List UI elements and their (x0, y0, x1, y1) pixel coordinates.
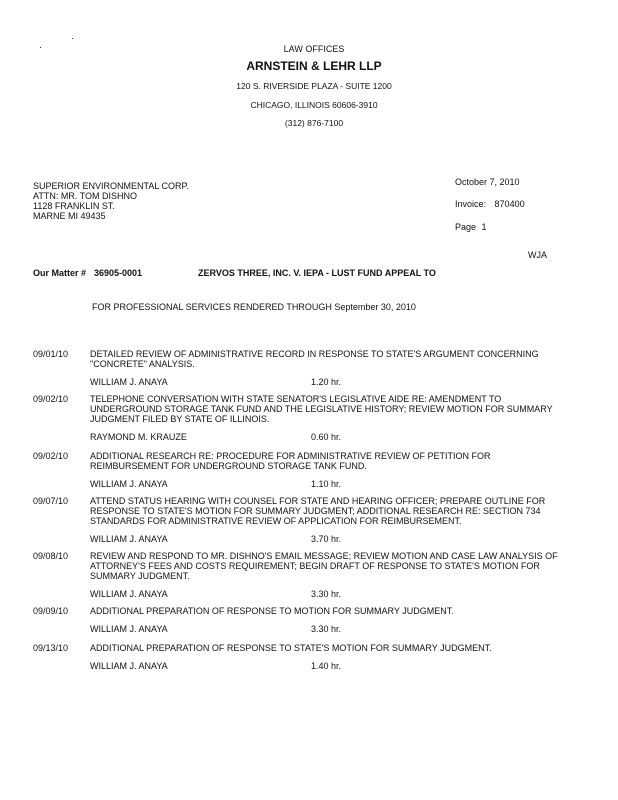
matter-number: 36905-0001 (94, 268, 143, 278)
entry-hours: 0.60 hr. (311, 432, 342, 442)
entry-date: 09/02/10 (33, 451, 69, 461)
entry-date: 09/07/10 (33, 496, 69, 506)
invoice-date: October 7, 2010 (455, 177, 520, 187)
entry-hours: 3.70 hr. (311, 534, 342, 544)
attorney-initials: WJA (528, 250, 547, 260)
entry-hours: 1.10 hr. (311, 479, 342, 489)
entry-date: 09/09/10 (33, 606, 69, 616)
entry-description: ADDITIONAL RESEARCH RE: PROCEDURE FOR ADMINISTRATIVE REVIEW OF PETITION FOR REIMBURSEMENT FOR UNDERGROUND STORAGE TANK FUND. (90, 451, 491, 471)
entry-attorney: WILLIAM J. ANAYA (90, 624, 168, 634)
page-number-row (455, 222, 487, 232)
client-attention: ATTN: MR. TOM DISHNO (33, 191, 138, 201)
entry-attorney: WILLIAM J. ANAYA (90, 589, 168, 599)
matter-title: ZERVOS THREE, INC. V. IEPA - LUST FUND APPEAL TO (198, 268, 436, 278)
entry-attorney: WILLIAM J. ANAYA (90, 534, 168, 544)
invoice-number: 870400 (494, 199, 525, 209)
entry-hours: 1.40 hr. (311, 661, 342, 671)
firm-name: ARNSTEIN & LEHR LLP (246, 59, 382, 73)
entry-date: 09/08/10 (33, 551, 69, 561)
entry-description: ADDITIONAL PREPARATION OF RESPONSE TO MOTION FOR SUMMARY JUDGMENT. (90, 606, 454, 616)
law-offices-heading: LAW OFFICES (283, 44, 345, 54)
entry-date: 09/01/10 (33, 349, 69, 359)
entry-attorney: WILLIAM J. ANAYA (90, 377, 168, 387)
entry-date: 09/13/10 (33, 643, 69, 653)
invoice-label: Invoice: (455, 199, 487, 209)
entry-hours: 3.30 hr. (311, 589, 342, 599)
invoice-number-row (455, 199, 525, 209)
entry-attorney: WILLIAM J. ANAYA (90, 661, 168, 671)
services-heading: FOR PROFESSIONAL SERVICES RENDERED THROUGH September 30, 2010 (92, 302, 416, 312)
entry-hours: 1.20 hr. (311, 377, 342, 387)
entry-description: TELEPHONE CONVERSATION WITH STATE SENATOR'S LEGISLATIVE AIDE RE: AMENDMENT TO UNDERGROUND STORAGE TANK FUND AND THE LEGISLATIVE HISTORY; REVIEW MOTION FOR SUMMARY JUDGMENT FILED BY STATE OF ILLINOIS. (90, 394, 553, 424)
firm-address-line1: 120 S. RIVERSIDE PLAZA - SUITE 1200 (236, 81, 392, 91)
firm-address-line2: CHICAGO, ILLINOIS 60606-3910 (250, 100, 378, 110)
page-label: Page (455, 222, 477, 232)
page-number: 1 (481, 222, 487, 232)
entry-description: DETAILED REVIEW OF ADMINISTRATIVE RECORD IN RESPONSE TO STATE'S ARGUMENT CONCERNING "CONCRETE" ANALYSIS. (90, 349, 539, 369)
entry-hours: 3.30 hr. (311, 624, 342, 634)
matter-label: Our Matter # (33, 268, 87, 278)
client-name: SUPERIOR ENVIRONMENTAL CORP. (33, 181, 189, 191)
client-street: 1128 FRANKLIN ST. (33, 201, 115, 211)
scan-speck (72, 38, 73, 39)
entry-description: ADDITIONAL PREPARATION OF RESPONSE TO STATE'S MOTION FOR SUMMARY JUDGMENT. (90, 643, 492, 653)
entry-description: ATTEND STATUS HEARING WITH COUNSEL FOR STATE AND HEARING OFFICER; PREPARE OUTLINE FOR RESPONSE TO STATE'S MOTION FOR SUMMARY JUDGMENT; ADDITIONAL RESEARCH RE: SECTION 734 STANDARDS FOR ADMINISTRATIVE REVIEW OF APPLICATION FOR REIMBURSEMENT. (90, 496, 546, 526)
entry-attorney: RAYMOND M. KRAUZE (90, 432, 187, 442)
entry-attorney: WILLIAM J. ANAYA (90, 479, 168, 489)
entry-date: 09/02/10 (33, 394, 69, 404)
firm-phone: (312) 876-7100 (284, 118, 344, 128)
entry-description: REVIEW AND RESPOND TO MR. DISHNO'S EMAIL MESSAGE; REVIEW MOTION AND CASE LAW ANALYSIS OF ATTORNEY'S FEES AND COSTS REQUIREMENT; BEGIN DRAFT OF RESPONSE TO STATE'S MOTION FOR SUMMARY JUDGMENT. (90, 551, 558, 581)
client-city: MARNE MI 49435 (33, 211, 106, 221)
